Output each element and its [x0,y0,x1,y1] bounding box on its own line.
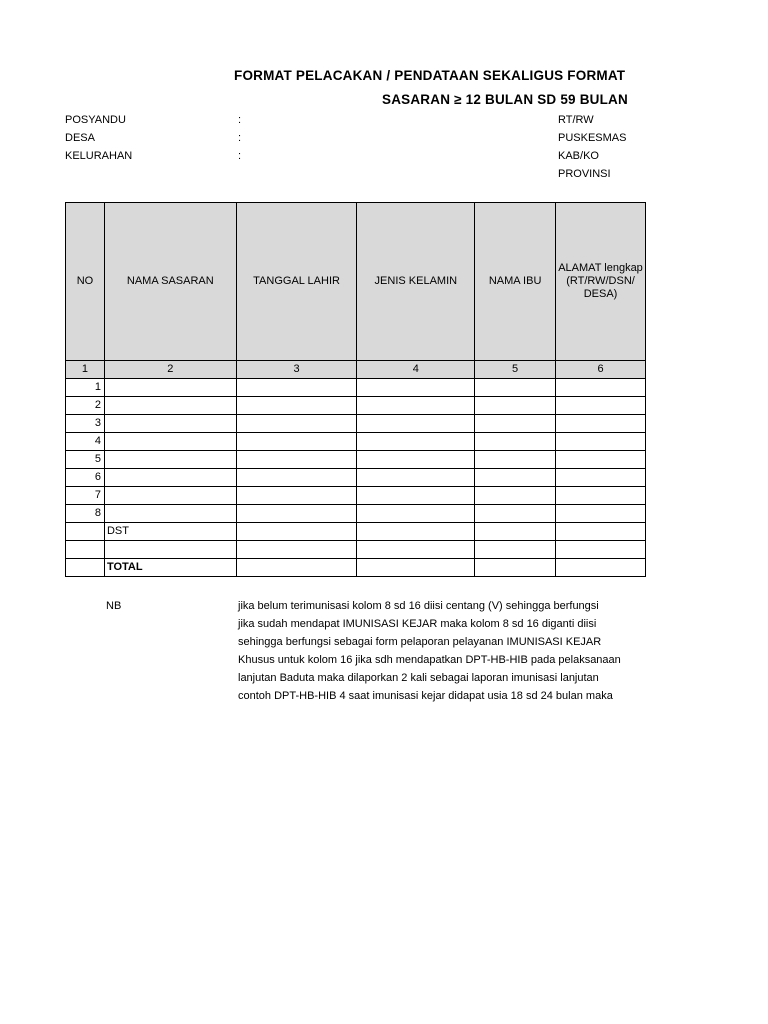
table-cell[interactable] [104,451,236,469]
notes-line: Khusus untuk kolom 16 jika sdh mendapatkan DPT-HB-HIB pada pelaksanaan [238,654,621,666]
table-cell[interactable] [357,559,475,577]
notes-line: contoh DPT-HB-HIB 4 saat imunisasi kejar didapat usia 18 sd 24 bulan maka [238,690,613,702]
table-cell[interactable] [475,451,556,469]
header-row [66,203,646,361]
table-row [66,469,646,487]
provinsi-label: PROVINSI [558,168,611,180]
header-alamat: ALAMAT lengkap (RT/RW/DSN/ DESA) [556,203,646,361]
row-number: 3 [66,415,105,433]
header-nama-sasaran: NAMA SASARAN [104,203,236,361]
table-row [66,379,646,397]
kab-ko-label: KAB/KO [558,150,599,162]
table-cell[interactable] [556,415,646,433]
row-number: 5 [66,451,105,469]
table-cell[interactable] [236,541,357,559]
header-nama-ibu: NAMA IBU [475,203,556,361]
table-cell[interactable] [357,523,475,541]
table-cell[interactable] [475,559,556,577]
data-table [65,202,646,577]
notes-line: sehingga berfungsi sebagai form pelaporan pelayanan IMUNISASI KEJAR [238,636,602,648]
table-cell[interactable] [236,433,357,451]
table-cell[interactable] [236,451,357,469]
column-number: 4 [357,361,475,379]
kelurahan-colon: : [238,150,242,162]
dst-label: DST [104,523,236,541]
table-cell[interactable] [104,433,236,451]
table-cell[interactable] [357,469,475,487]
table-cell[interactable] [556,559,646,577]
notes-label: NB [106,600,122,612]
table-row [66,541,646,559]
table-row [66,415,646,433]
posyandu-colon: : [238,114,242,126]
table-cell[interactable] [357,415,475,433]
table-cell[interactable] [475,415,556,433]
table-cell[interactable] [357,541,475,559]
table-row [66,433,646,451]
table-cell[interactable] [556,379,646,397]
table-cell [66,541,105,559]
table-row [66,505,646,523]
table-cell[interactable] [357,379,475,397]
table-cell[interactable] [104,397,236,415]
row-number: 4 [66,433,105,451]
table-cell[interactable] [475,469,556,487]
notes-line: lanjutan Baduta maka dilaporkan 2 kali sebagai laporan imunisasi lanjutan [238,672,599,684]
row-number: 6 [66,469,105,487]
table-cell[interactable] [236,523,357,541]
total-label: TOTAL [104,559,236,577]
header-no: NO [66,203,105,361]
table-cell[interactable] [357,487,475,505]
document-subtitle: SASARAN ≥ 12 BULAN SD 59 BULAN [382,92,628,107]
table-cell[interactable] [104,487,236,505]
table-cell[interactable] [475,541,556,559]
table-cell[interactable] [357,451,475,469]
table-cell [66,523,105,541]
document-title: FORMAT PELACAKAN / PENDATAAN SEKALIGUS FORMAT [234,68,626,83]
table-cell[interactable] [475,487,556,505]
table-cell [66,559,105,577]
table-cell[interactable] [357,397,475,415]
table-row [66,451,646,469]
table-cell[interactable] [236,379,357,397]
table-cell[interactable] [475,397,556,415]
notes-line: jika belum terimunisasi kolom 8 sd 16 diisi centang (V) sehingga berfungsi [238,600,599,612]
table-cell[interactable] [556,397,646,415]
table-cell[interactable] [475,379,556,397]
table-cell[interactable] [236,469,357,487]
table-cell[interactable] [236,559,357,577]
row-number: 1 [66,379,105,397]
table-cell[interactable] [104,505,236,523]
total-row [66,559,646,577]
table-cell[interactable] [104,469,236,487]
column-number: 2 [104,361,236,379]
desa-label: DESA [65,132,95,144]
table-cell[interactable] [556,469,646,487]
table-cell[interactable] [475,433,556,451]
table-cell[interactable] [236,397,357,415]
table-cell[interactable] [556,541,646,559]
posyandu-label: POSYANDU [65,114,126,126]
table-cell[interactable] [104,541,236,559]
column-number: 3 [236,361,357,379]
header-tanggal-lahir: TANGGAL LAHIR [236,203,357,361]
table-row [66,487,646,505]
table-row [66,397,646,415]
kelurahan-label: KELURAHAN [65,150,133,162]
table-cell[interactable] [357,505,475,523]
column-number: 5 [475,361,556,379]
row-number: 7 [66,487,105,505]
table-cell[interactable] [556,451,646,469]
table-cell[interactable] [236,505,357,523]
desa-colon: : [238,132,242,144]
header-jenis-kelamin: JENIS KELAMIN [357,203,475,361]
dst-row [66,523,646,541]
notes-line: jika sudah mendapat IMUNISASI KEJAR maka kolom 8 sd 16 diganti diisi [238,618,597,630]
table-cell[interactable] [556,433,646,451]
table-cell[interactable] [357,433,475,451]
table-cell[interactable] [475,505,556,523]
row-number: 8 [66,505,105,523]
rt-rw-label: RT/RW [558,114,594,126]
table-cell[interactable] [104,379,236,397]
column-number-row [66,361,646,379]
table-cell[interactable] [236,415,357,433]
table-cell[interactable] [556,523,646,541]
table-cell[interactable] [236,487,357,505]
table-cell[interactable] [104,415,236,433]
column-number: 6 [556,361,646,379]
table-cell[interactable] [556,505,646,523]
column-number: 1 [66,361,105,379]
row-number: 2 [66,397,105,415]
table-cell[interactable] [556,487,646,505]
table-cell[interactable] [475,523,556,541]
puskesmas-label: PUSKESMAS [558,132,627,144]
